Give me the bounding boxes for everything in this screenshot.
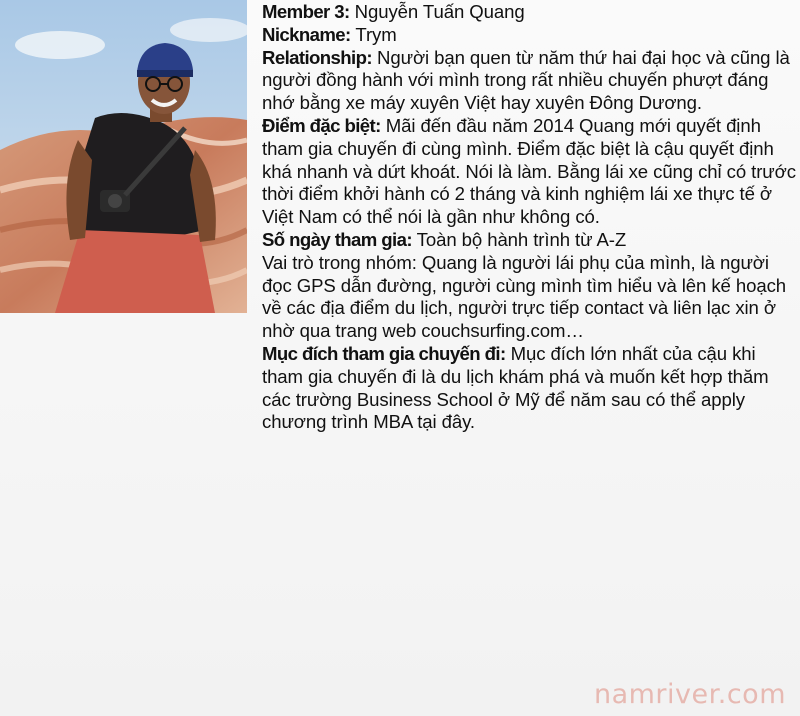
days-label: Số ngày tham gia: [262,228,412,250]
nickname-label: Nickname: [262,23,351,45]
special-paragraph [262,115,798,229]
member-label: Member 3: [262,1,350,22]
role-paragraph: Vai trò trong nhóm: Quang là người lái phụ của mình, là người đọc GPS dẫn đường, người cùng mình tìm hiểu và lên kế hoạch về các địa điểm du lịch, người trực tiếp contact và liên lạc xin ở nhờ qua trang web couchsurfing.com… [262,251,787,342]
purpose-label: Mục đích tham gia chuyến đi: [262,342,506,364]
relationship-paragraph [262,47,798,115]
purpose-paragraph [262,343,798,434]
nickname-value: Trym [350,23,397,45]
days-value: Toàn bộ hành trình từ A-Z [411,228,627,250]
relationship-value: Người bạn quen từ năm thứ hai đại học và cũng là người đồng hành với mình trong rất nhiều chuyến phượt đáng nhớ bằng xe máy xuyên Việt hay xuyên Đông Dương. [262,46,790,114]
special-value: Mãi đến đầu năm 2014 Quang mới quyết định tham gia chuyến đi cùng mình. Điểm đặc biệt là cậu quyết định khá nhanh và dứt khoát. Nói là làm. Bằng lái xe cũng chỉ có trước thời điểm khởi hành có 2 tháng và kinh nghiệm lái xe thực tế ở Việt Nam có thể nói là gần như không có. [262,114,796,228]
days-line [262,229,798,252]
member-line [262,1,798,24]
relationship-label: Relationship: [262,46,372,68]
purpose-value: Mục đích lớn nhất của cậu khi tham gia chuyến đi là du lịch khám phá và muốn kết hợp thăm các trường Business School ở Mỹ để năm sau có thể apply chương trình MBA tại đây. [262,342,769,433]
member-profile [262,1,798,434]
nickname-line [262,24,798,47]
profile-photo [0,0,247,313]
member-value: Nguyễn Tuấn Quang [349,1,525,22]
special-label: Điểm đặc biệt: [262,114,381,136]
watermark: namriver.com [593,679,786,710]
